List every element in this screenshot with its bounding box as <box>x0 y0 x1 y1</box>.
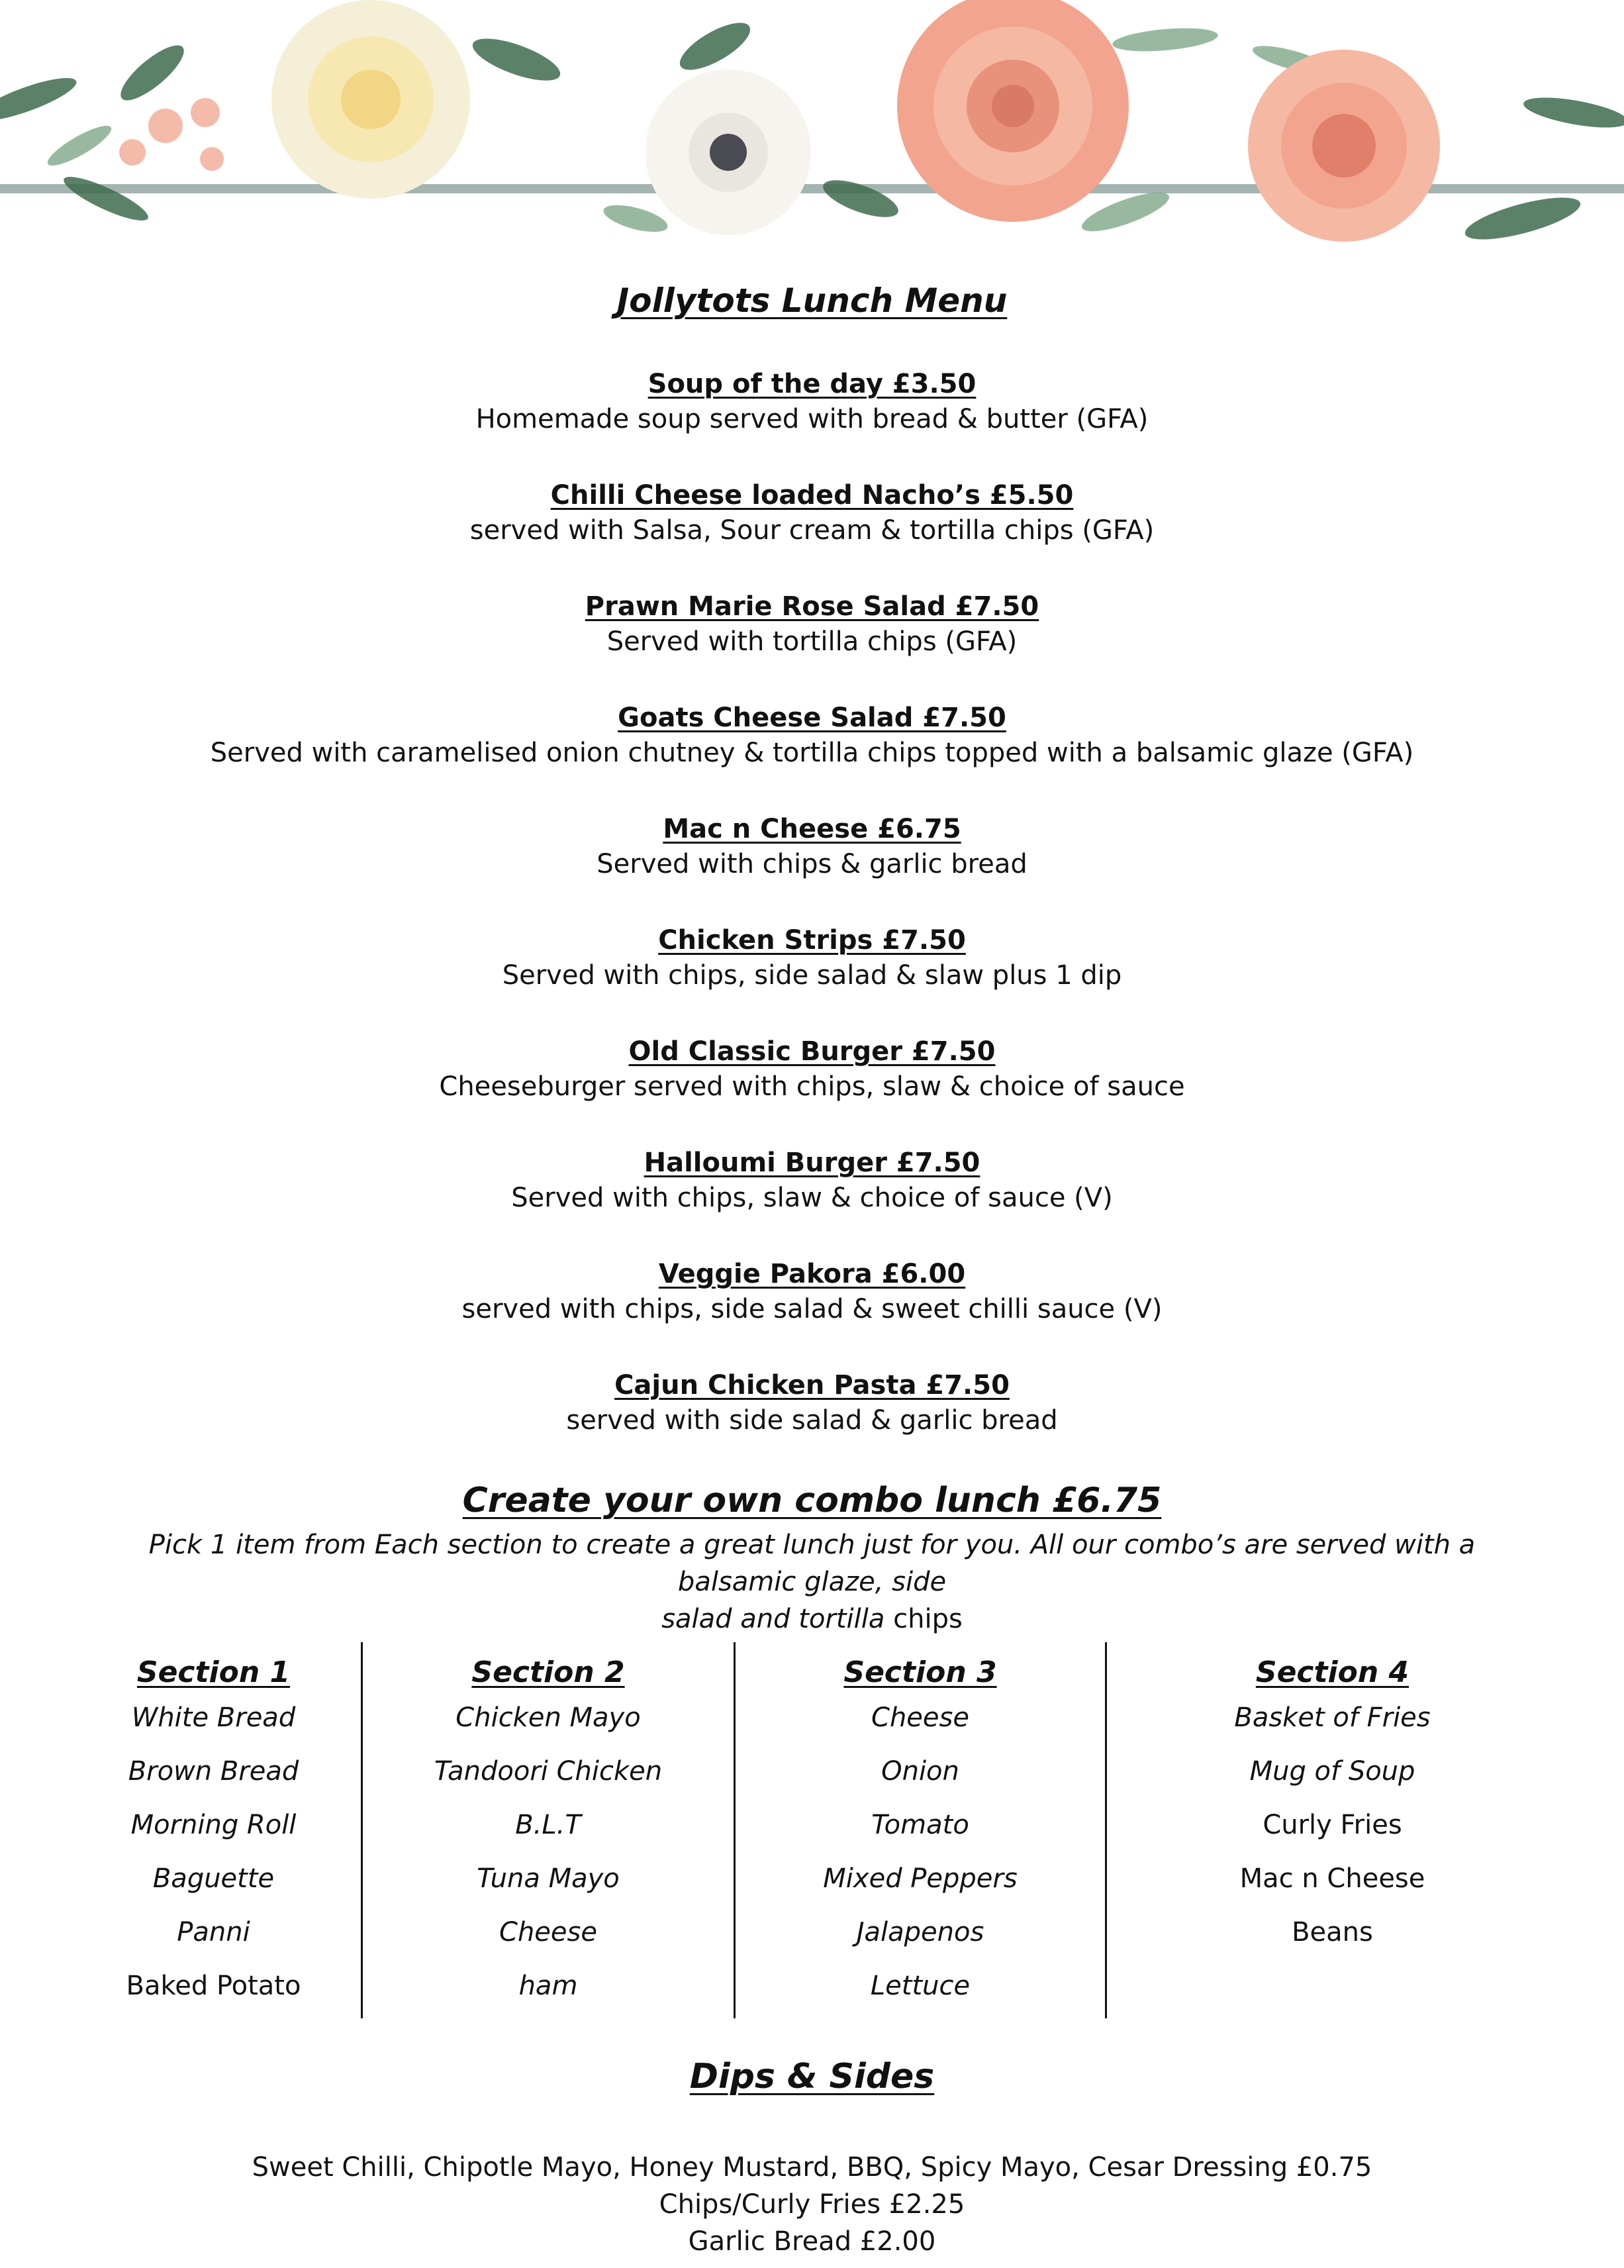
menu-item <box>0 590 1624 701</box>
menu-items <box>0 368 1624 1480</box>
menu-item <box>0 1035 1624 1146</box>
section-entry: White Bread <box>131 1702 296 1733</box>
section-entry: Jalapenos <box>856 1917 984 1948</box>
section-entry: Mixed Peppers <box>823 1863 1018 1894</box>
floral-banner-graphic <box>0 0 1624 278</box>
section-entry: Beans <box>1292 1917 1373 1948</box>
menu-item <box>0 368 1624 479</box>
dips-sides-title: Dips & Sides <box>689 2057 935 2096</box>
section-entry: Cheese <box>871 1702 969 1733</box>
menu-item-title: Halloumi Burger £7.50 <box>644 1148 980 1178</box>
dips-line: Garlic Bread £2.00 <box>688 2226 936 2257</box>
menu-item <box>0 479 1624 590</box>
menu-item-title: Chilli Cheese loaded Nacho’s £5.50 <box>550 480 1074 511</box>
section-entry: Baguette <box>152 1863 275 1894</box>
menu-item-description: Served with chips & garlic bread <box>597 849 1027 879</box>
section-2-column <box>363 1642 734 2020</box>
menu-item-description: Served with chips, slaw & choice of sauce (V) <box>511 1183 1113 1213</box>
section-heading: Section 4 <box>1255 1655 1409 1689</box>
menu-item-description: Served with tortilla chips (GFA) <box>606 626 1018 657</box>
section-entry: Brown Bread <box>128 1756 299 1787</box>
menu-item <box>0 1369 1624 1480</box>
menu-item-title: Veggie Pakora £6.00 <box>658 1259 966 1289</box>
menu-item-title: Chicken Strips £7.50 <box>658 925 966 956</box>
combo-title: Create your own combo lunch £6.75 <box>462 1481 1162 1520</box>
menu-item-title: Goats Cheese Salad £7.50 <box>618 703 1006 733</box>
section-entry: ham <box>518 1971 578 2001</box>
combo-description-line1: Pick 1 item from Each section to create a great lunch just for you. All our combo’s are served with a balsamic glaze, side <box>148 1530 1476 1597</box>
menu-item-description: Homemade soup served with bread & butter (GFA) <box>475 404 1149 434</box>
dips-line: Chips/Curly Fries £2.25 <box>659 2189 965 2220</box>
menu-item <box>0 924 1624 1035</box>
section-entry: Baked Potato <box>126 1971 301 2001</box>
menu-item-title: Soup of the day £3.50 <box>647 369 977 399</box>
section-entry: Panni <box>177 1917 250 1948</box>
section-entry: Morning Roll <box>130 1810 297 1840</box>
menu-item <box>0 1257 1624 1369</box>
menu-item <box>0 1146 1624 1257</box>
section-entry: Cheese <box>499 1917 597 1948</box>
section-heading: Section 2 <box>471 1655 625 1689</box>
section-entry: Onion <box>881 1756 959 1787</box>
menu-item-description: Cheeseburger served with chips, slaw & choice of sauce <box>439 1071 1185 1102</box>
menu-item-title: Old Classic Burger £7.50 <box>628 1036 996 1067</box>
section-entry: Tuna Mayo <box>477 1863 620 1894</box>
combo-description-line2-plain: chips <box>884 1604 963 1634</box>
section-entry: Basket of Fries <box>1234 1702 1431 1733</box>
section-entry: B.L.T <box>515 1810 581 1840</box>
section-entry: Lettuce <box>870 1971 971 2001</box>
section-entry: Chicken Mayo <box>455 1702 641 1733</box>
combo-description-line2-italic: salad and tortilla <box>661 1604 885 1634</box>
section-1-column <box>66 1642 361 2020</box>
section-heading: Section 1 <box>136 1655 291 1689</box>
menu-item-description: served with side salad & garlic bread <box>566 1405 1058 1436</box>
combo-description <box>99 1526 1525 1638</box>
menu-item-description: Served with caramelised onion chutney & tortilla chips topped with a balsamic glaze (GFA) <box>210 738 1414 768</box>
section-3-column <box>736 1642 1105 2020</box>
dips-line: Sweet Chilli, Chipotle Mayo, Honey Mustard, BBQ, Spicy Mayo, Cesar Dressing £0.75 <box>252 2152 1372 2183</box>
section-entry: Curly Fries <box>1263 1810 1402 1840</box>
menu-item <box>0 701 1624 813</box>
section-entry: Mac n Cheese <box>1239 1863 1425 1894</box>
menu-title: Jollytots Lunch Menu <box>616 281 1008 320</box>
menu-item-description: Served with chips, side salad & slaw plus 1 dip <box>502 960 1122 991</box>
menu-item-title: Prawn Marie Rose Salad £7.50 <box>585 591 1039 622</box>
section-4-column <box>1107 1642 1558 2020</box>
section-heading: Section 3 <box>843 1655 997 1689</box>
dips-sides-list <box>0 2149 1624 2260</box>
menu-item-title: Cajun Chicken Pasta £7.50 <box>614 1370 1010 1401</box>
menu-item <box>0 813 1624 924</box>
floral-banner <box>0 0 1624 278</box>
section-entry: Tomato <box>871 1810 969 1840</box>
menu-item-description: served with chips, side salad & sweet chilli sauce (V) <box>461 1294 1163 1324</box>
menu-item-description: served with Salsa, Sour cream & tortilla chips (GFA) <box>469 515 1155 546</box>
menu-item-title: Mac n Cheese £6.75 <box>663 814 961 844</box>
section-entry: Tandoori Chicken <box>434 1756 663 1787</box>
section-entry: Mug of Soup <box>1249 1756 1415 1787</box>
combo-sections <box>66 1642 1558 2020</box>
